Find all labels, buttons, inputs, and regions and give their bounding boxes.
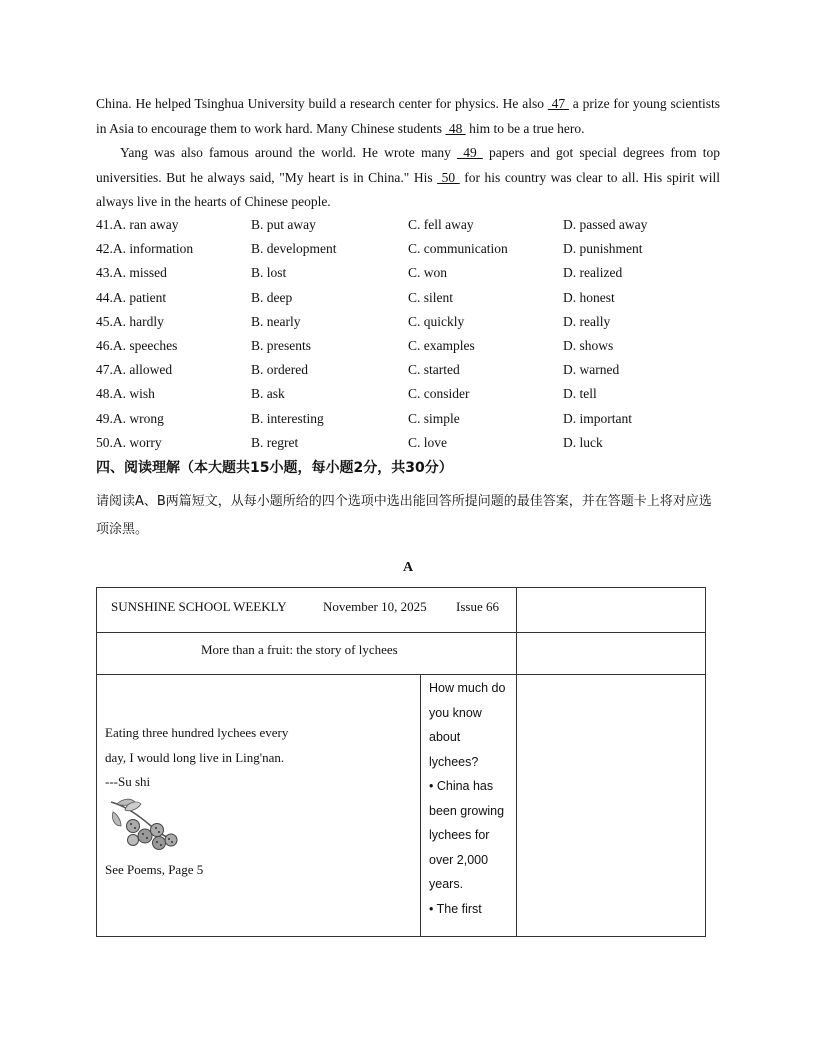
option-d: D. passed away — [563, 217, 648, 232]
blank-50: 50 — [437, 169, 460, 185]
option-row-46 — [96, 335, 720, 359]
cloze-passage — [96, 92, 720, 215]
option-d: D. luck — [563, 434, 603, 450]
passage-letter: A — [402, 560, 414, 575]
option-c: C. communication — [408, 241, 508, 257]
option-a: 43.A. missed — [96, 265, 167, 281]
option-row-43 — [96, 262, 720, 286]
fact-line: been growing — [429, 803, 505, 818]
option-d: D. honest — [563, 289, 615, 305]
option-c: C. quickly — [408, 313, 465, 329]
lychee-facts — [429, 676, 515, 921]
see-poems-reference: See Poems, Page 5 — [105, 862, 204, 877]
quote-author: ---Su shi — [105, 774, 151, 789]
option-row-41 — [96, 214, 720, 238]
option-d: D. warned — [563, 362, 620, 378]
passage-paragraph-2 — [96, 141, 720, 215]
option-d: D. important — [563, 410, 632, 426]
options-list — [96, 214, 720, 456]
section-title: 四、阅读理解（本大题共15小题，每小题2分，共30分） — [96, 460, 453, 476]
row-divider — [97, 674, 705, 675]
option-a: 50.A. worry — [96, 434, 162, 450]
option-b: B. presents — [251, 337, 311, 353]
passage-text: papers and got special degrees from top universities. But he always said, "My heart is in China." His — [96, 145, 720, 185]
option-a: 42.A. information — [96, 241, 194, 257]
option-b: B. interesting — [251, 410, 324, 426]
option-row-42 — [96, 238, 720, 262]
fact-line: How much do — [429, 681, 506, 695]
passage-text: a prize for young scientists in Asia to encourage them to work hard. Many Chinese students — [96, 96, 721, 136]
option-b: B. ask — [251, 386, 285, 402]
fact-line: years. — [429, 877, 464, 891]
fact-line: lychees for — [429, 828, 490, 842]
option-c: C. simple — [408, 410, 460, 426]
fact-line: you know — [429, 705, 482, 720]
option-a: 48.A. wish — [96, 386, 155, 402]
option-d: D. tell — [563, 386, 597, 402]
newsletter-name: SUNSHINE SCHOOL WEEKLY — [111, 599, 287, 614]
option-b: B. ordered — [251, 362, 308, 378]
option-a: 41.A. ran away — [96, 217, 179, 232]
fact-line: over 2,000 — [429, 852, 489, 867]
option-a: 49.A. wrong — [96, 410, 164, 426]
lychee-branch-icon — [107, 796, 187, 854]
option-row-50 — [96, 432, 720, 456]
option-b: B. nearly — [251, 313, 301, 329]
option-d: D. realized — [563, 265, 623, 281]
passage-text: Yang was also famous around the world. He wrote many — [120, 145, 458, 160]
newsletter-date: November 10, 2025 — [323, 599, 427, 614]
quote-line: day, I would long live in Ling'nan. — [105, 749, 285, 765]
option-d: D. really — [563, 313, 611, 329]
section-instruction: 请阅读A、B两篇短文，从每小题所给的四个选项中选出能回答所提问题的最佳答案，并在答题卡上将对应选项涂黑。 — [96, 494, 712, 537]
option-row-47 — [96, 359, 720, 383]
option-b: B. lost — [251, 265, 287, 281]
passage-text: China. He helped Tsinghua University build a research center for physics. He also — [96, 96, 548, 111]
option-d: D. punishment — [563, 241, 643, 257]
fact-line: lychees? — [429, 754, 479, 769]
fact-line: about — [429, 730, 461, 744]
option-row-48 — [96, 383, 720, 407]
newsletter-table — [96, 587, 706, 937]
poem-quote — [105, 721, 288, 795]
option-c: C. love — [408, 434, 447, 450]
option-row-45 — [96, 311, 720, 335]
option-a: 44.A. patient — [96, 289, 167, 305]
option-d: D. shows — [563, 337, 614, 353]
blank-48: 48 — [445, 120, 466, 136]
option-row-49 — [96, 408, 720, 432]
option-a: 46.A. speeches — [96, 337, 178, 353]
option-row-44 — [96, 287, 720, 311]
option-b: B. deep — [251, 289, 293, 305]
passage-text: for his country was clear to all. His spirit will always live in the hearts of Chinese people. — [96, 169, 721, 209]
column-divider — [420, 674, 421, 936]
option-b: B. development — [251, 241, 337, 257]
column-divider — [516, 588, 517, 936]
option-c: C. examples — [408, 337, 475, 353]
option-c: C. consider — [408, 386, 470, 402]
blank-47: 47 — [547, 96, 569, 111]
option-a: 45.A. hardly — [96, 313, 164, 329]
quote-line: Eating three hundred lychees every — [105, 725, 289, 740]
option-c: C. fell away — [408, 217, 474, 232]
passage-text: him to be a true hero. — [465, 120, 585, 136]
newsletter-issue: Issue 66 — [456, 599, 499, 614]
option-b: B. put away — [251, 217, 316, 232]
option-a: 47.A. allowed — [96, 362, 173, 378]
fact-line: • The first — [429, 901, 482, 916]
option-c: C. started — [408, 362, 460, 378]
option-b: B. regret — [251, 434, 299, 450]
newsletter-headline: More than a fruit: the story of lychees — [201, 642, 398, 657]
blank-49: 49 — [457, 145, 483, 160]
fact-line: • China has — [429, 779, 494, 793]
passage-paragraph-1 — [96, 92, 720, 141]
option-c: C. silent — [408, 289, 454, 305]
row-divider — [97, 632, 705, 633]
option-c: C. won — [408, 265, 448, 281]
